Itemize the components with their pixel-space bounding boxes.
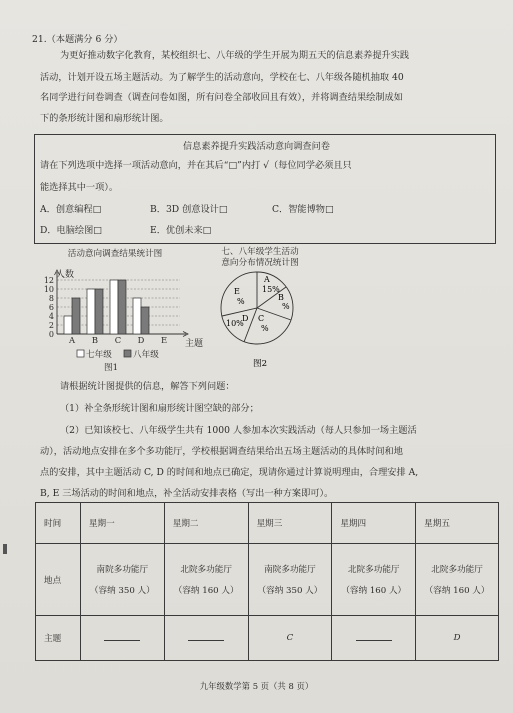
pie-pct-d: 10% [226,319,244,328]
x-tick-label: D [137,335,145,345]
place-cell [80,544,164,616]
schedule-row-place [36,544,499,616]
question-2-line: 点的安排，其中主题活动 C, D 的时间和地点已确定，现请你通过计算说明理由，合理安排 A, [40,467,419,478]
y-tick-label: 12 [43,276,54,285]
pie-pct-b: % [282,302,290,311]
survey-instruction: 请在下列选项中选择一项活动意向，并在其后“□”内打 √（每位同学必须且只 [40,160,352,171]
x-tick-label: E [160,335,168,345]
bar-chart-title: 活动意向调查结果统计图 [67,249,163,259]
place-name: 南院多功能厅 [264,565,316,575]
schedule-table [35,502,499,661]
topic-blank [188,632,224,641]
legend-grade7: 七年级 [86,350,112,360]
place-name: 南院多功能厅 [96,565,149,575]
day-cell: 星期一 [80,503,164,544]
survey-instruction: 能选择其中一项）。 [40,182,119,193]
y-tick-label: 10 [43,285,54,294]
survey-option-d: D．电脑绘图□ [40,225,102,236]
page-footer: 九年级数学第 5 页（共 8 页） [199,681,314,691]
survey-option-b: B．3D 创意设计□ [150,204,228,215]
bar [95,289,103,334]
place-capacity: （容纳 160 人） [424,586,490,596]
pie-chart-title-line1: 七、八年级学生活动 [221,247,299,257]
row-label-topic: 主题 [36,616,81,661]
question-2-line: 动），活动地点安排在多个多功能厅，学校根据调查结果给出五场主题活动的具体时间和地 [40,446,403,457]
bar [110,280,118,334]
topic-cell: C [248,616,332,661]
intro-line: 名同学进行问卷调查（调查问卷如图，所有问卷全部收回且有效），并将调查结果绘制成如 [40,92,403,103]
bar [118,280,126,334]
question-2-line: B, E 三场活动的时间和地点，补全活动安排表格（写出一种方案即可）。 [40,488,334,499]
bar [64,316,72,334]
legend-swatch-grade7 [77,350,84,357]
figure-1-caption: 图1 [104,363,119,372]
y-tick-label: 0 [48,330,54,339]
place-capacity: （容纳 350 人） [89,586,155,596]
place-cell [416,544,499,616]
topic-cell: D [416,616,499,661]
topic-blank [356,632,392,641]
pie-label-a: A [264,275,270,284]
day-cell: 星期二 [164,503,248,544]
pie-chart [215,268,305,372]
pie-chart-title-line2: 意向分布情况统计图 [221,258,299,268]
legend-swatch-grade8 [124,350,131,357]
survey-option-e: E．优创未来□ [150,225,212,236]
question-2-line: （2）已知该校七、八年级学生共有 1000 人参加本次实践活动（每人只参加一场主题活 [60,425,417,436]
row-label-time: 时间 [36,503,81,544]
y-tick-label: 8 [48,294,54,303]
survey-option-a: A．创意编程□ [40,204,102,215]
pie-label-e: E [234,287,240,296]
y-tick-label: 2 [48,321,54,330]
place-capacity: （容纳 160 人） [173,586,239,596]
y-tick-label: 6 [48,303,54,312]
day-cell: 星期四 [332,503,416,544]
place-capacity: （容纳 350 人） [257,586,323,596]
y-tick-label: 4 [48,312,54,321]
place-capacity: （容纳 160 人） [341,586,407,596]
legend-grade8: 八年级 [133,350,159,360]
pie-label-c: C [258,314,265,323]
bar-chart [30,262,210,372]
place-name: 北院多功能厅 [347,565,400,575]
bar [87,289,95,334]
x-tick-label: B [91,335,99,345]
pie-divider [222,308,257,316]
schedule-row-time [36,503,499,544]
day-cell: 星期三 [248,503,332,544]
topic-cell [332,616,416,661]
day-cell: 星期五 [416,503,499,544]
row-label-place: 地点 [36,544,81,616]
x-axis-label: 主题 [185,339,204,349]
bar [72,298,80,334]
place-name: 北院多功能厅 [431,565,483,575]
pie-pct-c: % [261,324,269,333]
intro-line: 为更好推动数字化教育，某校组织七、八年级的学生开展为期五天的信息素养提升实践 [60,50,410,61]
pie-label-b: B [278,293,284,302]
place-cell [248,544,332,616]
pie-pct-a: 15% [262,285,280,294]
survey-title: 信息素养提升实践活动意向调查问卷 [183,141,330,152]
topic-cell [80,616,164,661]
topic-cell [164,616,248,661]
place-cell [164,544,248,616]
x-tick-label: A [68,335,76,345]
bar [141,307,149,334]
x-tick-label: C [114,335,122,345]
survey-option-c: C．智能博物□ [272,204,334,215]
question-1: （1）补全条形统计图和扇形统计图空缺的部分； [60,403,259,414]
place-cell [332,544,416,616]
place-name: 北院多功能厅 [180,565,232,575]
question-header: 21.（本题满分 6 分） [32,34,123,45]
pie-label-d: D [242,314,249,323]
questions-prompt: 请根据统计图提供的信息，解答下列问题： [60,381,235,392]
schedule-row-topic [36,616,499,661]
intro-line: 活动，计划开设五场主题活动。为了解学生的活动意向，学校在七、八年级各随机抽取 40 [40,72,404,83]
figure-2-caption: 图2 [253,359,268,369]
pie-pct-e: % [237,297,245,306]
intro-line: 下的条形统计图和扇形统计图。 [40,113,169,124]
y-axis-label: 人数 [56,270,75,280]
bar [133,298,141,334]
binding-mark [3,544,7,554]
topic-blank [104,632,140,641]
